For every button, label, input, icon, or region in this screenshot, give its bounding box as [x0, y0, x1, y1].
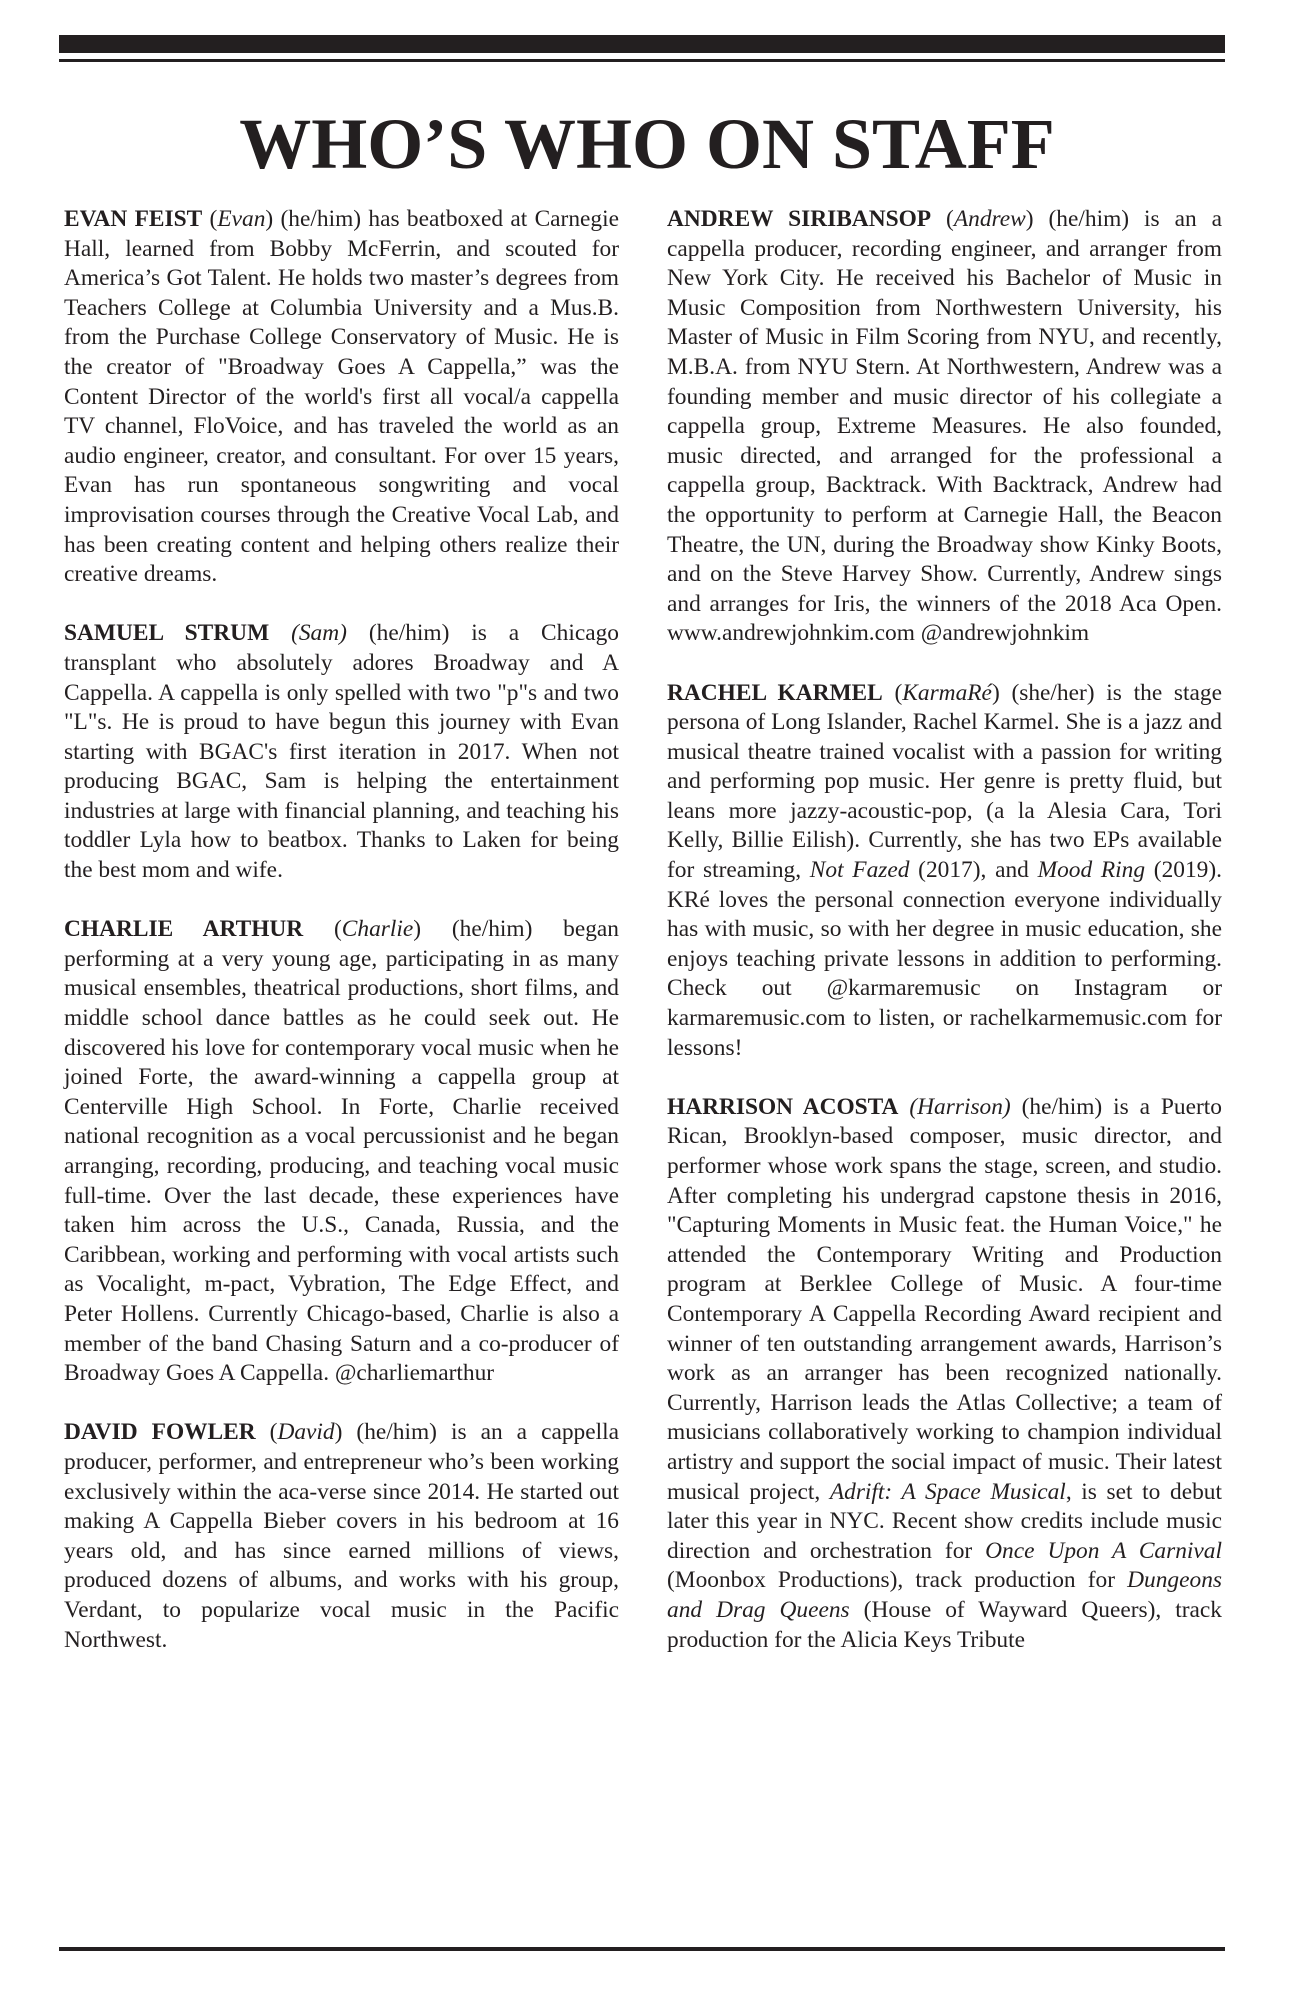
bio-david-fowler: DAVID FOWLER (David) (he/him) is an a cappella producer, performer, and entrepreneur who’s been working exclusively within the aca-verse since 2014. He started out making A Cappella Bieber covers in his bedroom at 16 years old, and has since earned millions of views, produced dozens of albums, and works with his group, Verdant, to popularize vocal music in the Pacific Northwest.: [64, 1419, 619, 1653]
bio-samuel-strum: [64, 619, 619, 885]
bio-name: HARRISON ACOSTA: [667, 1093, 899, 1120]
bio-nickname: Andrew: [953, 206, 1026, 232]
page-title: WHO’S WHO ON STAFF: [239, 104, 1055, 184]
bio-harrison-acosta: HARRISON ACOSTA (Harrison) (he/him) is a Puerto Rican, Brooklyn-based composer, music director, and performer whose work spans the stage, screen, and studio. After completing his undergrad capstone thesis in 2016, "Capturing Moments in Music feat. the Human Voice," he attended the Contemporary Writing and Production program at Berklee College of Music. A four-time Contemporary A Cappella Recording Award recipient and winner of ten outstanding arrangement awards, Harrison’s work as an arranger has been recognized nationally. Currently, Harrison leads the Atlas Collective; a team of musicians collaboratively working to champion individual artistry and support the social impact of music. Their latest musical project, Adrift: A Space Musical, is set to debut later this year in NYC. Recent show credits include music direction and orchestration for Once Upon A Carnival (Moonbox Productions), track production for Dungeons and Drag Queens (House of Wayward Queers), track production for the Alicia Keys Tribute: [667, 1093, 1222, 1653]
bio-charlie-arthur: CHARLIE ARTHUR (Charlie) (he/him) began performing at a very young age, participating in as many musical ensembles, theatrical productions, short films, and middle school dance battles as he could seek out. He discovered his love for contemporary vocal music when he joined Forte, the award-winning a cappella group at Centerville High School. In Forte, Charlie received national recognition as a vocal percussionist and he began arranging, recording, producing, and teaching vocal music full-time. Over the last decade, these experiences have taken him across the U.S., Canada, Russia, and the Caribbean, working and performing with vocal artists such as Vocalight, m-pact, Vybration, The Edge Effect, and Peter Hollens. Currently Chicago-based, Charlie is also a member of the band Chasing Saturn and a co-producer of Broadway Goes A Cappella. @charliemarthur: [64, 916, 619, 1387]
bio-text: ) (she/her) is the stage persona of Long Islander, Rachel Karmel. She is a jazz and musical theatre trained vocalist with a passion for writing and performing pop music. Her genre is pretty fluid, but leans more jazzy-acoustic-pop, (a la Alesia Cara, Tori Kelly, Billie Eilish). Currently, she has two EPs available for streaming,: [667, 679, 1222, 884]
bio-name: SAMUEL STRUM: [64, 620, 270, 647]
project-title: Adrift: A Space Musical: [829, 1478, 1066, 1505]
bio-text: ) (he/him) has beatboxed at Carnegie Hall, learned from Bobby McFerrin, and scouted for America’s Got Talent. He holds two master’s degrees from Teachers College at Columbia University and a Mus.B. from the Purchase College Conservatory of Music. He is the creator of "Broadway Goes A Cappella,” was the Content Director of the world's first all vocal/a cappella TV channel, FloVoice, and has traveled the world as an audio engineer, creator, and consultant. For over 15 years, Evan has run spontaneous songwriting and vocal improvisation courses through the Creative Vocal Lab, and has been creating content and helping others realize their creative dreams.: [64, 206, 619, 588]
bio-rachel-karmel: RACHEL KARMEL (KarmaRé) (she/her) is the stage persona of Long Islander, Rachel Karmel. She is a jazz and musical theatre trained vocalist with a passion for writing and performing pop music. Her genre is pretty fluid, but leans more jazzy-acoustic-pop, (a la Alesia Cara, Tori Kelly, Billie Eilish). Currently, she has two EPs available for streaming, Not Fazed (2017), and Mood Ring (2019). KRé loves the personal connection everyone individually has with music, so with her degree in music education, she enjoys teaching private lessons in addition to performing. Check out @karmaremusic on Instagram or karmaremusic.com to listen, or rachelkarmemusic.com for lessons!: [667, 679, 1222, 1061]
bio-nickname: David: [277, 1419, 335, 1446]
bio-text: ) (he/him) is an a cappella producer, performer, and entrepreneur who’s been working exclusively within the aca-verse since 2014. He started out making A Cappella Bieber covers in his bedroom at 16 years old, and has since earned millions of views, produced dozens of albums, and works with his group, Verdant, to popularize vocal music in the Pacific Northwest.: [64, 1419, 619, 1653]
bottom-rule: [59, 1947, 1225, 1951]
show-title: Dungeons and Drag Queens: [667, 1567, 1222, 1623]
bio-name: DAVID FOWLER: [64, 1419, 256, 1446]
right-column: [667, 205, 1222, 1685]
bio-text: (he/him) is a Chicago transplant who absolutely adores Broadway and A Cappella. A cappella is only spelled with two "p"s and two "L"s. He is proud to have begun this journey with Evan starting with BGAC's first iteration in 2017. When not producing BGAC, Sam is helping the entertainment industries at large with financial planning, and teaching his toddler Lyla how to beatbox. Thanks to Laken for being the best mom and wife.: [64, 620, 619, 884]
bio-name: EVAN FEIST: [64, 206, 203, 232]
bio-name: ANDREW SIRIBANSOP: [667, 206, 932, 232]
bio-nickname: Charlie: [341, 916, 414, 943]
left-column: [64, 205, 619, 1685]
ep-title: Not Fazed: [809, 857, 910, 884]
top-rule-thick: [59, 35, 1225, 53]
bio-text: (he/him) is a Puerto Rican, Brooklyn-based composer, music director, and performer whose work spans the stage, screen, and studio. After completing his undergrad capstone thesis in 2016, "Capturing Moments in Music feat. the Human Voice," he attended the Contemporary Writing and Production program at Berklee College of Music. A four-time Contemporary A Cappella Recording Award recipient and winner of ten outstanding arrangement awards, Harrison’s work as an arranger has been recognized nationally. Currently, Harrison leads the Atlas Collective; a team of musicians collaboratively working to champion individual artistry and support the social impact of music. Their latest musical project,: [667, 1093, 1222, 1505]
bio-nickname: Evan: [217, 206, 266, 232]
bio-evan-feist: EVAN FEIST (Evan) (he/him) has beatboxed at Carnegie Hall, learned from Bobby McFerrin, and scouted for America’s Got Talent. He holds two master’s degrees from Teachers College at Columbia University and a Mus.B. from the Purchase College Conservatory of Music. He is the creator of "Broadway Goes A Cappella,” was the Content Director of the world's first all vocal/a cappella TV channel, FloVoice, and has traveled the world as an audio engineer, creator, and consultant. For over 15 years, Evan has run spontaneous songwriting and vocal improvisation courses through the Creative Vocal Lab, and has been creating content and helping others realize their creative dreams.: [64, 206, 619, 588]
bio-text: ) (he/him) began performing at a very young age, participating in as many musical ensembles, theatrical productions, short films, and middle school dance battles as he could seek out. He discovered his love for contemporary vocal music when he joined Forte, the award-winning a cappella group at Centerville High School. In Forte, Charlie received national recognition as a vocal percussionist and he began arranging, recording, producing, and teaching vocal music full-time. Over the last decade, these experiences have taken him across the U.S., Canada, Russia, and the Caribbean, working and performing with vocal artists such as Vocalight, m-pact, Vybration, The Edge Effect, and Peter Hollens. Currently Chicago-based, Charlie is also a member of the band Chasing Saturn and a co-producer of Broadway Goes A Cappella. @charliemarthur: [64, 916, 619, 1387]
bio-text: ) (he/him) is an a cappella producer, recording engineer, and arranger from New York City. He received his Bachelor of Music in Music Composition from Northwestern University, his Master of Music in Film Scoring from NYU, and recently, M.B.A. from NYU Stern. At Northwestern, Andrew was a founding member and music director of his collegiate a cappella group, Extreme Measures. He also founded, music directed, and arranged for the professional a cappella group, Backtrack. With Backtrack, Andrew had the opportunity to perform at Carnegie Hall, the Beacon Theatre, the UN, during the Broadway show Kinky Boots, and on the Steve Harvey Show. Currently, Andrew sings and arranges for Iris, the winners of the 2018 Aca Open. www.andrewjohnkim.com @andrewjohnkim: [667, 206, 1223, 647]
bio-nickname: (Harrison): [909, 1093, 1011, 1120]
show-title: Once Upon A Carnival: [985, 1537, 1222, 1564]
bio-name: RACHEL KARMEL: [667, 679, 883, 706]
bio-andrew-siribansop: ANDREW SIRIBANSOP (Andrew) (he/him) is an a cappella producer, recording engineer, and arranger from New York City. He received his Bachelor of Music in Music Composition from Northwestern University, his Master of Music in Film Scoring from NYU, and recently, M.B.A. from NYU Stern. At Northwestern, Andrew was a founding member and music director of his collegiate a cappella group, Extreme Measures. He also founded, music directed, and arranged for the professional a cappella group, Backtrack. With Backtrack, Andrew had the opportunity to perform at Carnegie Hall, the Beacon Theatre, the UN, during the Broadway show Kinky Boots, and on the Steve Harvey Show. Currently, Andrew sings and arranges for Iris, the winners of the 2018 Aca Open. www.andrewjohnkim.com @andrewjohnkim: [667, 206, 1223, 647]
bio-name: CHARLIE ARTHUR: [64, 916, 304, 943]
bio-nickname: (Sam): [291, 620, 347, 647]
bio-nickname: KarmaRé: [902, 679, 992, 706]
top-rule-thin: [59, 59, 1225, 62]
ep-title: Mood Ring: [1037, 857, 1146, 884]
